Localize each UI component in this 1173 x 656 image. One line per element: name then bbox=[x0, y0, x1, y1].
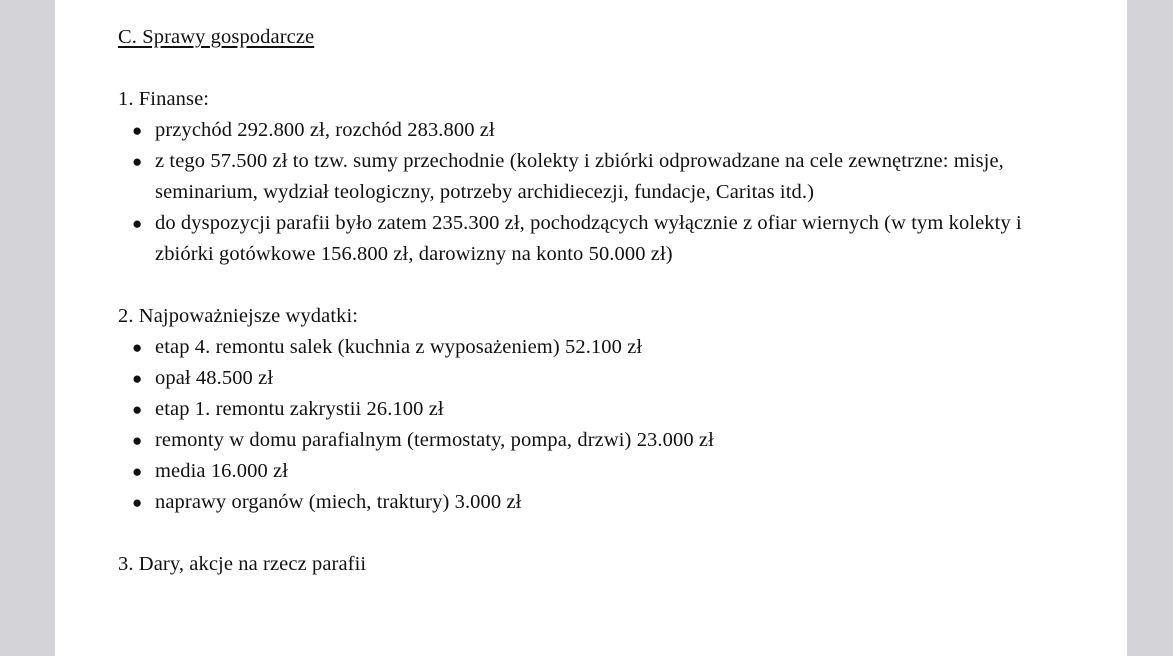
bullet-icon: ● bbox=[132, 400, 143, 419]
list-item-text: przychód 292.800 zł, rozchód 283.800 zł bbox=[155, 119, 495, 141]
bullet-icon: ● bbox=[132, 121, 143, 140]
list-item bbox=[118, 394, 1078, 425]
list-item-text: naprawy organów (miech, traktury) 3.000 zł bbox=[155, 491, 522, 513]
section-heading: 2. Najpoważniejsze wydatki: bbox=[118, 305, 359, 327]
bullet-icon: ● bbox=[132, 462, 143, 481]
bullet-icon: ● bbox=[132, 493, 143, 512]
list-item bbox=[118, 487, 1078, 518]
section-wydatki bbox=[118, 301, 1078, 518]
list-item-text: remonty w domu parafialnym (termostaty, pompa, drzwi) 23.000 zł bbox=[155, 429, 714, 451]
list-item-text: opał 48.500 zł bbox=[155, 367, 274, 389]
bullet-icon: ● bbox=[132, 338, 143, 357]
section-heading: 3. Dary, akcje na rzecz parafii bbox=[118, 553, 367, 575]
section-finanse bbox=[118, 84, 1078, 270]
section-heading: 1. Finanse: bbox=[118, 88, 210, 110]
document-page bbox=[55, 0, 1127, 656]
bullet-icon: ● bbox=[132, 369, 143, 388]
bullet-icon: ● bbox=[132, 431, 143, 450]
spacer bbox=[118, 53, 1078, 84]
list-item bbox=[118, 115, 1078, 146]
list-item bbox=[118, 456, 1078, 487]
list-item bbox=[118, 425, 1078, 456]
document-content bbox=[118, 22, 1078, 580]
list-item-text: z tego 57.500 zł to tzw. sumy przechodnie (kolekty i zbiórki odprowadzane na cele zewnętrzne: misje, seminarium, wydział teologiczny, potrzeby archidiecezji, fundacje, Caritas itd.) bbox=[155, 150, 1004, 203]
bullet-list bbox=[118, 115, 1078, 270]
spacer bbox=[118, 270, 1078, 301]
list-item bbox=[118, 332, 1078, 363]
bullet-icon: ● bbox=[132, 214, 143, 233]
page-title: C. Sprawy gospodarcze bbox=[118, 26, 315, 48]
list-item bbox=[118, 208, 1078, 270]
list-item bbox=[118, 363, 1078, 394]
list-item-text: etap 4. remontu salek (kuchnia z wyposażeniem) 52.100 zł bbox=[155, 336, 643, 358]
list-item-text: do dyspozycji parafii było zatem 235.300 zł, pochodzących wyłącznie z ofiar wiernych (w tym kolekty i zbiórki gotówkowe 156.800 zł, darowizny na konto 50.000 zł) bbox=[155, 212, 1022, 265]
list-item bbox=[118, 146, 1078, 208]
bullet-icon: ● bbox=[132, 152, 143, 171]
list-item-text: media 16.000 zł bbox=[155, 460, 289, 482]
section-dary bbox=[118, 549, 1078, 580]
bullet-list bbox=[118, 332, 1078, 518]
spacer bbox=[118, 518, 1078, 549]
list-item-text: etap 1. remontu zakrystii 26.100 zł bbox=[155, 398, 444, 420]
